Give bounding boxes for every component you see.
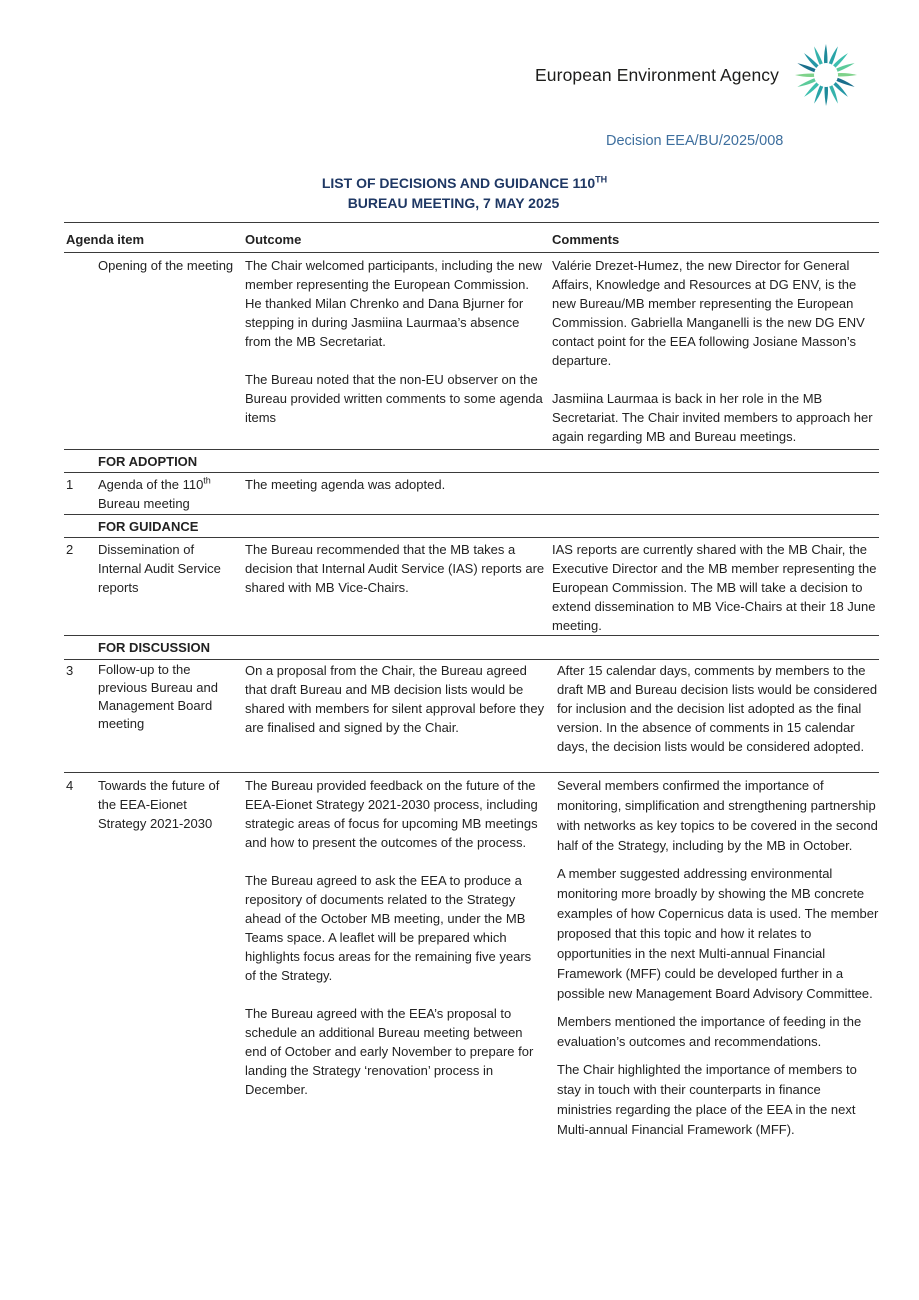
document-title (0, 173, 919, 213)
row1-number: 1 (66, 477, 74, 492)
row-rule (64, 772, 879, 773)
row-rule (64, 472, 879, 473)
row2-comments: IAS reports are currently shared with the MB Chair, the Executive Director and the MB member representing the European Commission. The MB will take a decision to extend dissemination to MB Vice-Chairs at their 18 June meeting. (552, 542, 877, 633)
opening-outcome (245, 256, 545, 427)
row4-outcome-p1: The Bureau provided feedback on the future of the EEA-Eionet Strategy 2021-2030 process, including strategic areas of focus for upcoming MB meetings and how to present the outcomes of the process. (245, 778, 538, 850)
row-rule (64, 659, 879, 660)
header-outcome: Outcome (245, 232, 302, 247)
row4-comments-p2: A member suggested addressing environmental monitoring more broadly by showing the MB concrete examples of how Copernicus data is used. The member proposed that this topic and how it relates to opportunities in the next Multi-annual Financial Framework (MFF) could be developed further in a possible new Management Board Advisory Committee. (557, 866, 879, 1001)
row-rule (64, 537, 879, 538)
row4-comments-p1: Several members confirmed the importance of monitoring, simplification and strengthening partnership with networks as key topics to be covered in the second half of the Strategy, including by the MB in October. (557, 778, 878, 853)
opening-outcome-p1: The Chair welcomed participants, including the new member representing the European Commission. He thanked Milan Chrenko and Dana Bjurner for stepping in during Jasmiina Laurmaa’s absence from the MB Secretariat. (245, 258, 542, 349)
row1-item (98, 475, 238, 513)
title-superscript: TH (595, 174, 608, 185)
title-line1: LIST OF DECISIONS AND GUIDANCE 110 (321, 175, 596, 191)
row4-comments-p4: The Chair highlighted the importance of members to stay in touch with their counterparts in finance ministries regarding the place of the EEA in the next Multi-annual Financial Framework (MFF). (557, 1062, 857, 1137)
row3-outcome: On a proposal from the Chair, the Bureau agreed that draft Bureau and MB decision lists would be shared with members for silent approval before they are finalised and signed by the Chair. (245, 663, 545, 735)
row3-comments: After 15 calendar days, comments by members to the draft MB and Bureau decision lists would be considered for inclusion and the decision list adopted as the final version. In the absence of comments in 15 calendar days, the decision lists would be considered adopted. (557, 663, 878, 754)
row-rule (64, 514, 879, 515)
title-line2: BUREAU MEETING, 7 MAY 2025 (347, 195, 560, 211)
row4-outcome-p3: The Bureau agreed with the EEA’s proposal to schedule an additional Bureau meeting between end of October and early November to prepare for landing the Strategy ‘renovation’ process in December. (245, 1006, 534, 1097)
row1-outcome: The meeting agenda was adopted. (245, 477, 446, 492)
agency-branding (535, 40, 861, 110)
row4-comments (557, 776, 879, 1140)
eea-logo-icon (791, 40, 861, 110)
opening-outcome-p2: The Bureau noted that the non-EU observer on the Bureau provided written comments to some agenda items (245, 372, 543, 425)
row4-number: 4 (66, 778, 74, 793)
decision-reference: Decision EEA/BU/2025/008 (606, 133, 784, 149)
row1-item-superscript: th (203, 475, 211, 486)
row2-item: Dissemination of Internal Audit Service reports (98, 542, 221, 595)
header-agenda-item: Agenda item (66, 232, 145, 247)
row1-item-suffix: Bureau meeting (98, 496, 190, 511)
row3-item: Follow-up to the previous Bureau and Management Board meeting (98, 662, 218, 731)
header-comments: Comments (552, 232, 620, 247)
row-rule (64, 635, 879, 636)
opening-comments-p2: Jasmiina Laurmaa is back in her role in the MB Secretariat. The Chair invited members to approach her again regarding MB and Bureau meetings. (552, 391, 873, 444)
header-rule (64, 252, 879, 253)
table-top-rule (64, 222, 879, 223)
section-for-guidance: FOR GUIDANCE (98, 519, 199, 534)
row-rule (64, 449, 879, 450)
opening-item: Opening of the meeting (98, 258, 234, 273)
section-for-adoption: FOR ADOPTION (98, 454, 198, 469)
opening-comments-p1: Valérie Drezet-Humez, the new Director for General Affairs, Knowledge and Resources at DG ENV, is the new Bureau/MB member representing the European Commission. Gabriella Manganelli is the new DG ENV contact point for the EEA following Josiane Masson’s departure. (552, 258, 865, 368)
row4-outcome-p2: The Bureau agreed to ask the EEA to produce a repository of documents related to the Strategy ahead of the October MB meeting, under the MB Teams space. A leaflet will be prepared which highlights focus areas for the remaining five years of the Strategy. (245, 873, 532, 983)
row2-outcome: The Bureau recommended that the MB takes a decision that Internal Audit Service (IAS) reports are shared with MB Vice-Chairs. (245, 542, 545, 595)
agency-name: European Environment Agency (535, 64, 779, 85)
row3-number: 3 (66, 663, 74, 678)
row4-comments-p3: Members mentioned the importance of feeding in the evaluation’s outcomes and recommendations. (557, 1014, 862, 1049)
row2-number: 2 (66, 542, 74, 557)
row4-outcome (245, 776, 545, 1099)
row4-item: Towards the future of the EEA-Eionet Strategy 2021-2030 (98, 778, 220, 831)
section-for-discussion: FOR DISCUSSION (98, 640, 210, 655)
row1-item-text: Agenda of the 110 (98, 477, 204, 492)
opening-comments (552, 256, 878, 446)
